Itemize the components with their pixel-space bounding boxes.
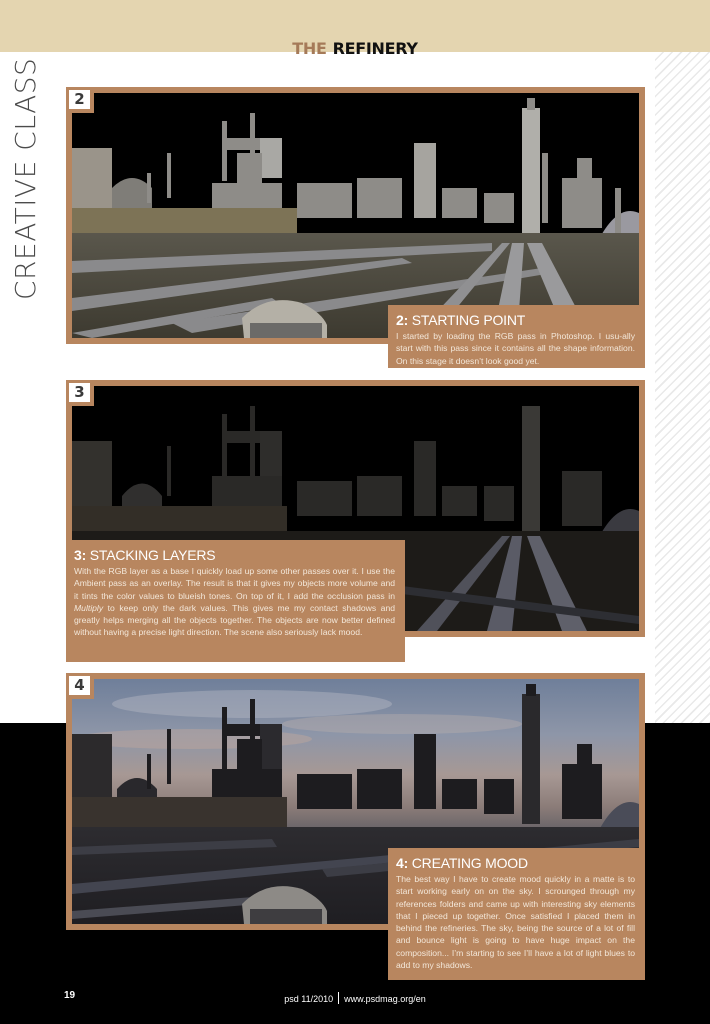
hatched-stripe-decoration xyxy=(655,52,710,723)
caption-number-3: 3: xyxy=(74,547,87,563)
footer-url[interactable]: www.psdmag.org/en xyxy=(344,994,426,1004)
render-image-rgb-pass xyxy=(72,93,639,338)
footer-issue: psd 11/2010 xyxy=(284,994,334,1004)
figure-number-badge-2 xyxy=(66,87,94,113)
page-title-refinery: REFINERY xyxy=(332,39,418,58)
refinery-render-2 xyxy=(72,93,639,338)
caption-text-3 xyxy=(74,565,395,639)
figure-number-badge-3 xyxy=(66,380,94,406)
caption-text-3-part1: With the RGB layer as a base I quickly load up some other passes over it. I use the Ambient pass as an overlay. The result is that it gives my objects more volume and it tints the color values to blueish tones. On top of it, I add the occlusion pass in xyxy=(74,566,395,601)
caption-text-4: The best way I have to create mood quickly in a matte is to start working early on on the sky. I scrounged through my references folders and came up with interesting sky elements that I pieced up together. Once satisfied I placed them in behind the refineries. The sky, being the source of a lot of fill and bounce light is going to have huge impact on the composition... I’m starting to see I’ll have a lot of light blues to add to my shadows. xyxy=(396,874,635,971)
footer-info xyxy=(0,992,710,1004)
page-number: 19 xyxy=(64,990,76,1001)
page-title xyxy=(0,39,710,58)
caption-text-3-part2: to keep only the dark values. This gives me my contact shadows and greatly helps merging all the objects together. The objects are now better defined without having a precise light direction. The scene also seriously lack mood. xyxy=(74,602,395,638)
figure-number-3: 3 xyxy=(69,383,90,402)
caption-title-2: STARTING POINT xyxy=(411,312,526,328)
caption-heading-2 xyxy=(396,312,635,328)
caption-text-3-italic: Multiply xyxy=(74,602,104,613)
figure-number-badge-4 xyxy=(66,673,94,699)
caption-number-4: 4: xyxy=(396,855,409,871)
caption-title-3: STACKING LAYERS xyxy=(89,547,216,563)
caption-heading-3 xyxy=(74,547,395,563)
caption-box-3 xyxy=(66,540,405,662)
caption-title-4: CREATING MOOD xyxy=(411,855,528,871)
section-label: CREATIVE CLASS xyxy=(9,57,42,300)
page-title-the: THE xyxy=(292,39,327,58)
caption-box-4 xyxy=(388,848,645,980)
figure-number-2: 2 xyxy=(69,90,90,109)
footer-separator xyxy=(338,992,339,1004)
figure-number-4: 4 xyxy=(69,676,90,695)
caption-box-2 xyxy=(388,305,645,368)
caption-number-2: 2: xyxy=(396,312,409,328)
caption-text-2: I started by loading the RGB pass in Photoshop. I usu-ally start with this pass since it contains all the shape information. On this stage it doesn’t look good yet. xyxy=(396,331,635,366)
caption-heading-4 xyxy=(396,855,635,871)
